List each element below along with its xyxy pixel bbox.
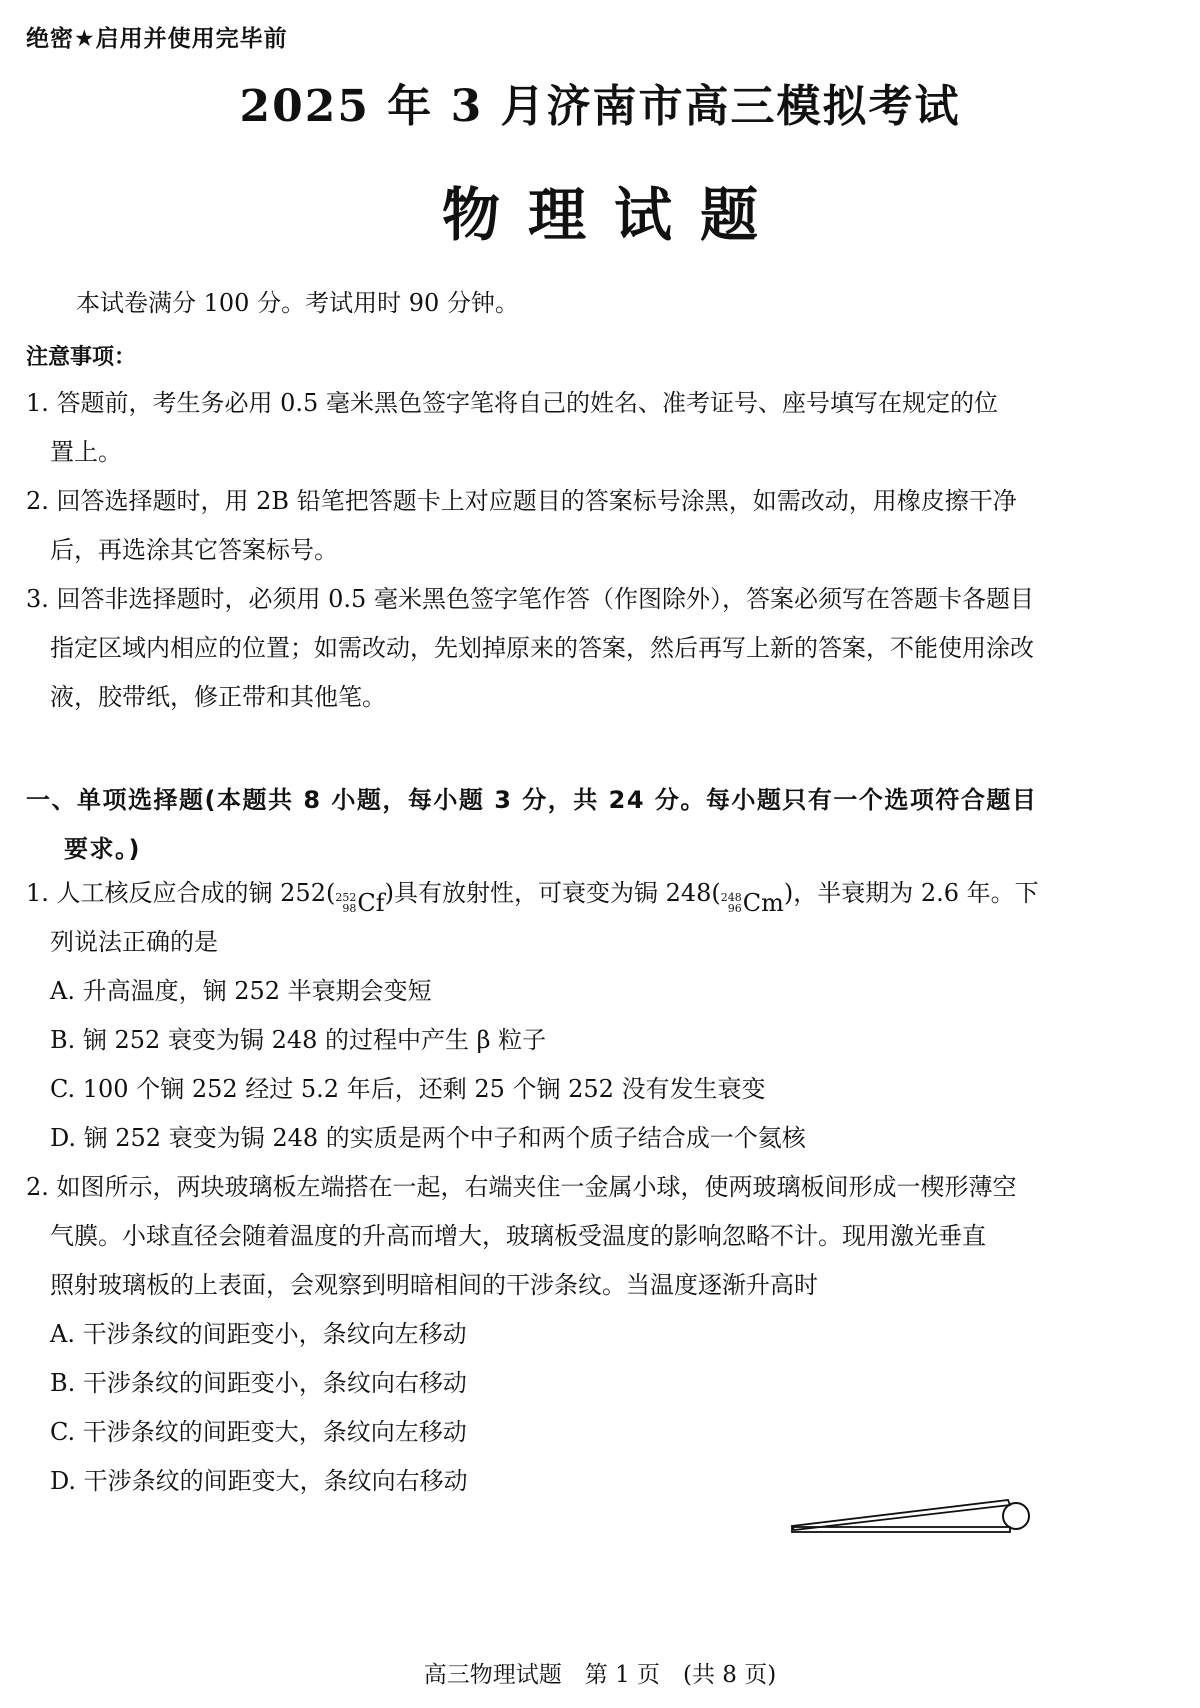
notice-item-3-line3: 液，胶带纸，修正带和其他笔。: [50, 683, 386, 711]
nuclide-cf-symbol: Cf: [357, 889, 385, 917]
question-2-option-b: B. 干涉条纹的间距变小，条纹向右移动: [50, 1369, 467, 1397]
question-1-stem-line2: 列说法正确的是: [50, 928, 218, 956]
top-glass-plate: [792, 1500, 1010, 1530]
question-2-stem-line2: 气膜。小球直径会随着温度的升高而增大，玻璃板受温度的影响忽略不计。现用激光垂直: [50, 1222, 986, 1250]
section-1-heading: 一、单项选择题(本题共 8 小题，每小题 3 分，共 24 分。每小题只有一个选项符合题目: [26, 786, 1038, 814]
nuclide-cm-symbol: Cm: [742, 889, 784, 917]
notice-item-3-line1: 3. 回答非选择题时，必须用 0.5 毫米黑色签字笔作答（作图除外），答案必须写在答题卡各题目: [26, 585, 1034, 613]
notice-item-1-line1: 1. 答题前，考生务必用 0.5 毫米黑色签字笔将自己的姓名、准考证号、座号填写在规定的位: [26, 389, 998, 417]
notice-item-3-line2: 指定区域内相应的位置；如需改动，先划掉原来的答案，然后再写上新的答案，不能使用涂改: [50, 634, 1034, 662]
section-1-heading-cont: 要求。): [64, 835, 141, 863]
question-2-option-d: D. 干涉条纹的间距变大，条纹向右移动: [50, 1467, 468, 1495]
nuclide-cf-atomic: 98: [342, 902, 357, 915]
nuclide-cm: [721, 888, 784, 918]
question-1-option-a: A. 升高温度，锎 252 半衰期会变短: [50, 977, 432, 1005]
question-1-option-d: D. 锎 252 衰变为锔 248 的实质是两个中子和两个质子结合成一个氦核: [50, 1124, 806, 1152]
exam-title: 2025 年 3 月济南市高三模拟考试: [239, 81, 961, 132]
bottom-glass-plate: [792, 1527, 1010, 1532]
notice-item-2-line2: 后，再选涂其它答案标号。: [50, 536, 338, 564]
question-2-option-c: C. 干涉条纹的间距变大，条纹向左移动: [50, 1418, 467, 1446]
nuclide-cf: [335, 888, 384, 918]
nuclide-cf-mass: 252: [335, 891, 357, 904]
wedge-air-film-diagram: [790, 1488, 1040, 1548]
subject-title: 物理试题: [441, 181, 786, 249]
page-footer: 高三物理试题 第 1 页 (共 8 页): [423, 1662, 777, 1688]
intro-text: 本试卷满分 100 分。考试用时 90 分钟。: [76, 289, 519, 317]
question-2-stem-line1: 2. 如图所示，两块玻璃板左端搭在一起，右端夹住一金属小球，使两玻璃板间形成一楔形薄空: [26, 1173, 1017, 1201]
notice-item-2-line1: 2. 回答选择题时，用 2B 铅笔把答题卡上对应题目的答案标号涂黑，如需改动，用橡皮擦干净: [26, 487, 1017, 515]
question-1-option-b: B. 锎 252 衰变为锔 248 的过程中产生 β 粒子: [50, 1026, 547, 1054]
question-2-option-a: A. 干涉条纹的间距变小，条纹向左移动: [50, 1320, 467, 1348]
question-1-stem-part-b: )具有放射性，可衰变为锔 248(: [384, 879, 721, 907]
question-1-stem: [26, 878, 1039, 918]
notice-heading: 注意事项：: [26, 345, 137, 370]
nuclide-cm-mass: 248: [720, 891, 742, 904]
metal-ball: [1003, 1503, 1029, 1529]
confidential-label: 绝密★启用并使用完毕前: [26, 26, 288, 52]
question-1-stem-part-c: )，半衰期为 2.6 年。下: [783, 879, 1039, 907]
question-1-option-c: C. 100 个锎 252 经过 5.2 年后，还剩 25 个锎 252 没有发生衰变: [50, 1075, 766, 1103]
notice-item-1-line2: 置上。: [50, 438, 122, 466]
question-2-stem-line3: 照射玻璃板的上表面，会观察到明暗相间的干涉条纹。当温度逐渐升高时: [50, 1271, 818, 1299]
nuclide-cm-atomic: 96: [727, 902, 742, 915]
question-1-stem-part-a: 1. 人工核反应合成的锎 252(: [26, 879, 336, 907]
